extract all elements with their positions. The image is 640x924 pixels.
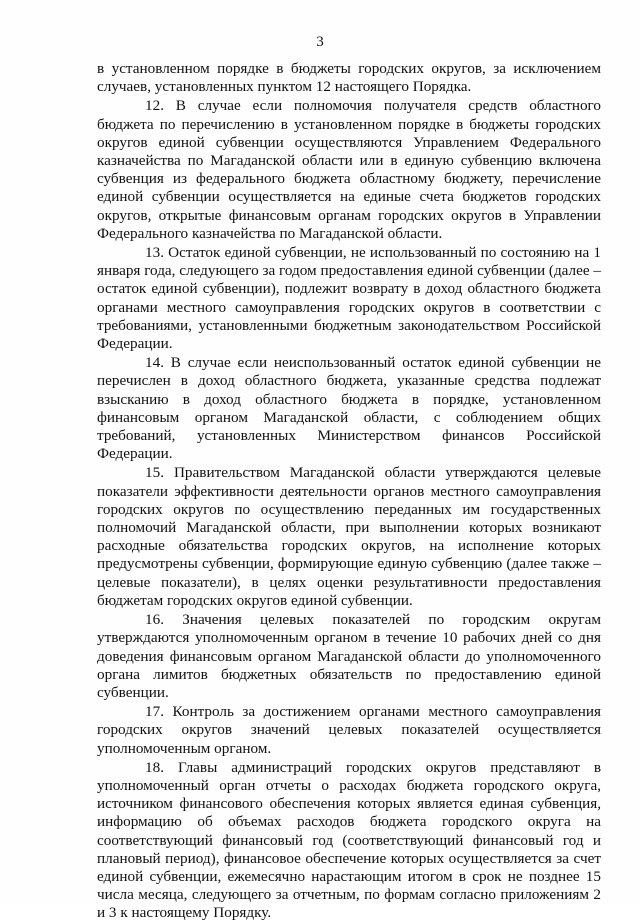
paragraph-item-13: 13. Остаток единой субвенции, не использованный по состоянию на 1 января года, следующего за годом предоставления единой субвенции (далее – остаток единой субвенции), подлежит возврату в доход областного бюджета органами местного самоуправления городских округов в соответствии с требованиями, установленными бюджетным законодательством Российской Федерации. <box>97 244 601 353</box>
paragraph-item-14: 14. В случае если неиспользованный остаток единой субвенции не перечислен в доход областного бюджета, указанные средства подлежат взысканию в доход областного бюджета в порядке, установленном финансовым органом Магаданской области, с соблюдением общих требований, установленных Министерством финансов Российской Федерации. <box>97 354 601 463</box>
paragraph-item-16: 16. Значения целевых показателей по городским округам утверждаются уполномоченным органом в течение 10 рабочих дней со дня доведения финансовым органом Магаданской области до уполномоченного органа лимитов бюджетных обязательств по предоставлению единой субвенции. <box>97 611 601 701</box>
paragraph-item-12: 12. В случае если полномочия получателя средств областного бюджета по перечислению в установленном порядке в бюджеты городских округов единой субвенции осуществляются Управлением Федерального казначейства по Магаданской области или в единую субвенцию включена субвенция из федерального бюджета областному бюджету, перечисление единой субвенции осуществляется на единые счета бюджетов городских округов, открытые финансовым органам городских округов в Управлении Федерального казначейства по Магаданской области. <box>97 97 601 242</box>
paragraph-item-17: 17. Контроль за достижением органами местного самоуправления городских округов значений целевых показателей осуществляется уполномоченным органом. <box>97 703 601 757</box>
document-body <box>97 60 601 924</box>
page-number: 3 <box>316 34 324 50</box>
paragraph-item-15: 15. Правительством Магаданской области утверждаются целевые показатели эффективности деятельности органов местного самоуправления городских округов по осуществлению переданных им государственных полномочий Магаданской области, при выполнении которых возникают расходные обязательства городских округов, на исполнение которых предусмотрены субвенции, формирующие единую субвенцию (далее также – целевые показатели), в целях оценки результативности предоставления бюджетам городских округов единой субвенции. <box>97 464 601 609</box>
paragraph-item-18: 18. Главы администраций городских округов представляют в уполномоченный орган отчеты о расходах бюджета городского округа, источником финансового обеспечения которых является единая субвенция, информацию об объемах расходов бюджета городского округа на соответствующий финансовый год (соответствующий финансовый год и плановый период), финансовое обеспечение которых осуществляется за счет единой субвенции, ежемесячно нарастающим итогом в срок не позднее 15 числа месяца, следующего за отчетным, по формам согласно приложениям 2 и 3 к настоящему Порядку. <box>97 758 601 922</box>
paragraph-continuation: в установленном порядке в бюджеты городских округов, за исключением случаев, установленных пунктом 12 настоящего Порядка. <box>97 60 601 96</box>
